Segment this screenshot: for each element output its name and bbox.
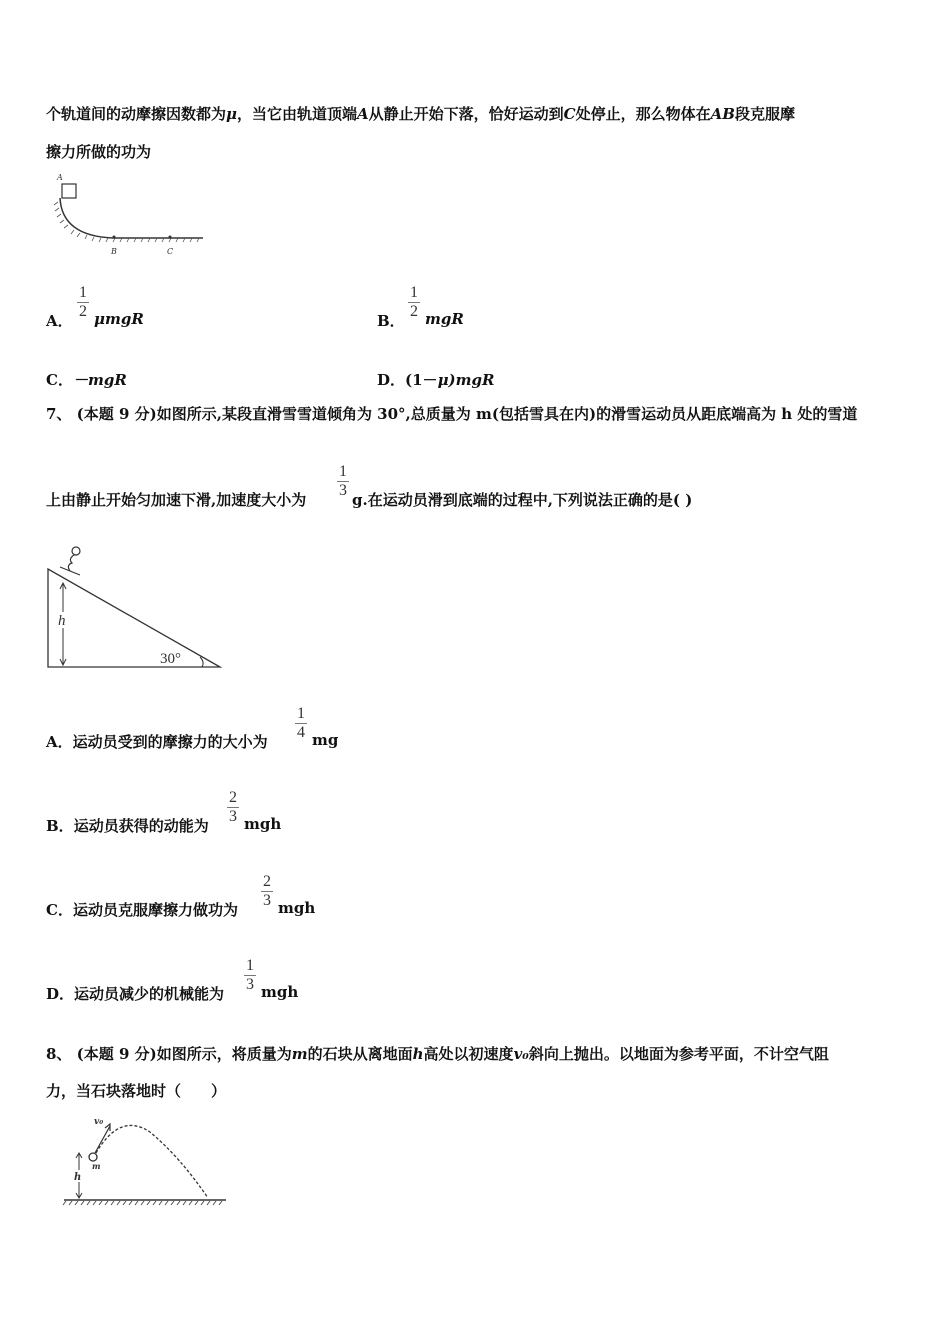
option-b-label: B． [377, 312, 405, 330]
q6-option-c[interactable] [46, 369, 127, 390]
q7-option-d-fraction: 1 3 [246, 957, 254, 993]
q7-slope-figure [42, 545, 232, 675]
block [62, 184, 76, 198]
q7-option-c[interactable]: C．运动员克服摩擦力做功为 [46, 901, 238, 919]
q6-track-figure [48, 170, 218, 260]
trajectory [96, 1125, 208, 1198]
label-b: B [111, 247, 117, 256]
option-a-label: A． [46, 312, 73, 330]
option-d-label: D． [377, 371, 406, 389]
slope-triangle [48, 569, 220, 667]
q8-stem-line1: 8、 (本题 9 分)如图所示，将质量为m的石块从离地面h高处以初速度v₀斜向上抛出。以地面为参考平面，不计空气阻 [46, 1045, 829, 1063]
q7-option-d-unit: mgh [261, 983, 299, 1001]
q6-option-a-text: μmgR [94, 310, 144, 328]
angle-label: 30° [160, 651, 181, 667]
q7-option-a-fraction: 1 4 [297, 705, 305, 741]
label-c: C [167, 247, 174, 256]
q6-option-b-text: mgR [425, 310, 464, 328]
q7-accel-fraction: 1 3 [339, 463, 347, 499]
q7-option-b[interactable]: B．运动员获得的动能为 [46, 817, 209, 835]
stone [89, 1153, 97, 1161]
skier-head [72, 547, 80, 555]
q6-stem-line2: 擦力所做的功为 [46, 143, 152, 161]
height-label: h [58, 613, 66, 629]
label-a: A [57, 173, 63, 182]
v0-label: v₀ [94, 1117, 104, 1127]
q7-option-a-unit: mg [312, 731, 339, 749]
q6-option-a-fraction: 1 2 [79, 284, 87, 320]
q6-stem-line1: 个轨道间的动摩擦因数都为μ，当它由轨道顶端A从静止开始下落，恰好运动到C处停止，那么物体在AB段克服摩 [46, 105, 795, 123]
option-c-label: C． [46, 371, 73, 389]
q8-stem-line2: 力，当石块落地时（ ） [46, 1082, 227, 1100]
option-c-text: －mgR [72, 371, 127, 389]
v0-arrow [95, 1126, 110, 1153]
m-label: m [92, 1161, 101, 1171]
ground-hatch [63, 1201, 222, 1205]
track-curve [60, 198, 203, 238]
q7-stem-line1: 7、 (本题 9 分)如图所示,某段直滑雪雪道倾角为 30°,总质量为 m(包括雪具在内)的滑雪运动员从距底端高为 h 处的雪道 [46, 405, 858, 423]
q7-stem-line2-b: g.在运动员滑到底端的过程中,下列说法正确的是( ) [352, 491, 693, 509]
point-c-dot [169, 236, 172, 239]
q7-option-d[interactable]: D．运动员减少的机械能为 [46, 985, 225, 1003]
q7-option-a[interactable]: A．运动员受到的摩擦力的大小为 [46, 733, 268, 751]
q7-stem-line2-a: 上由静止开始匀加速下滑,加速度大小为 [46, 491, 307, 509]
q7-option-c-fraction: 2 3 [263, 873, 271, 909]
skier-body [60, 555, 80, 575]
q7-option-c-unit: mgh [278, 899, 316, 917]
q6-option-b-fraction: 1 2 [410, 284, 418, 320]
q6-option-b[interactable] [377, 310, 405, 331]
angle-arc [200, 657, 203, 667]
q8-projectile-figure [60, 1112, 230, 1212]
q6-option-a[interactable] [46, 310, 73, 331]
q7-option-b-unit: mgh [244, 815, 282, 833]
q6-option-d[interactable]: D．(1－μ)mgR [377, 371, 495, 389]
q7-option-b-fraction: 2 3 [229, 789, 237, 825]
h-label: h [74, 1172, 82, 1183]
point-b-dot [113, 236, 116, 239]
track-hatch [54, 202, 199, 242]
